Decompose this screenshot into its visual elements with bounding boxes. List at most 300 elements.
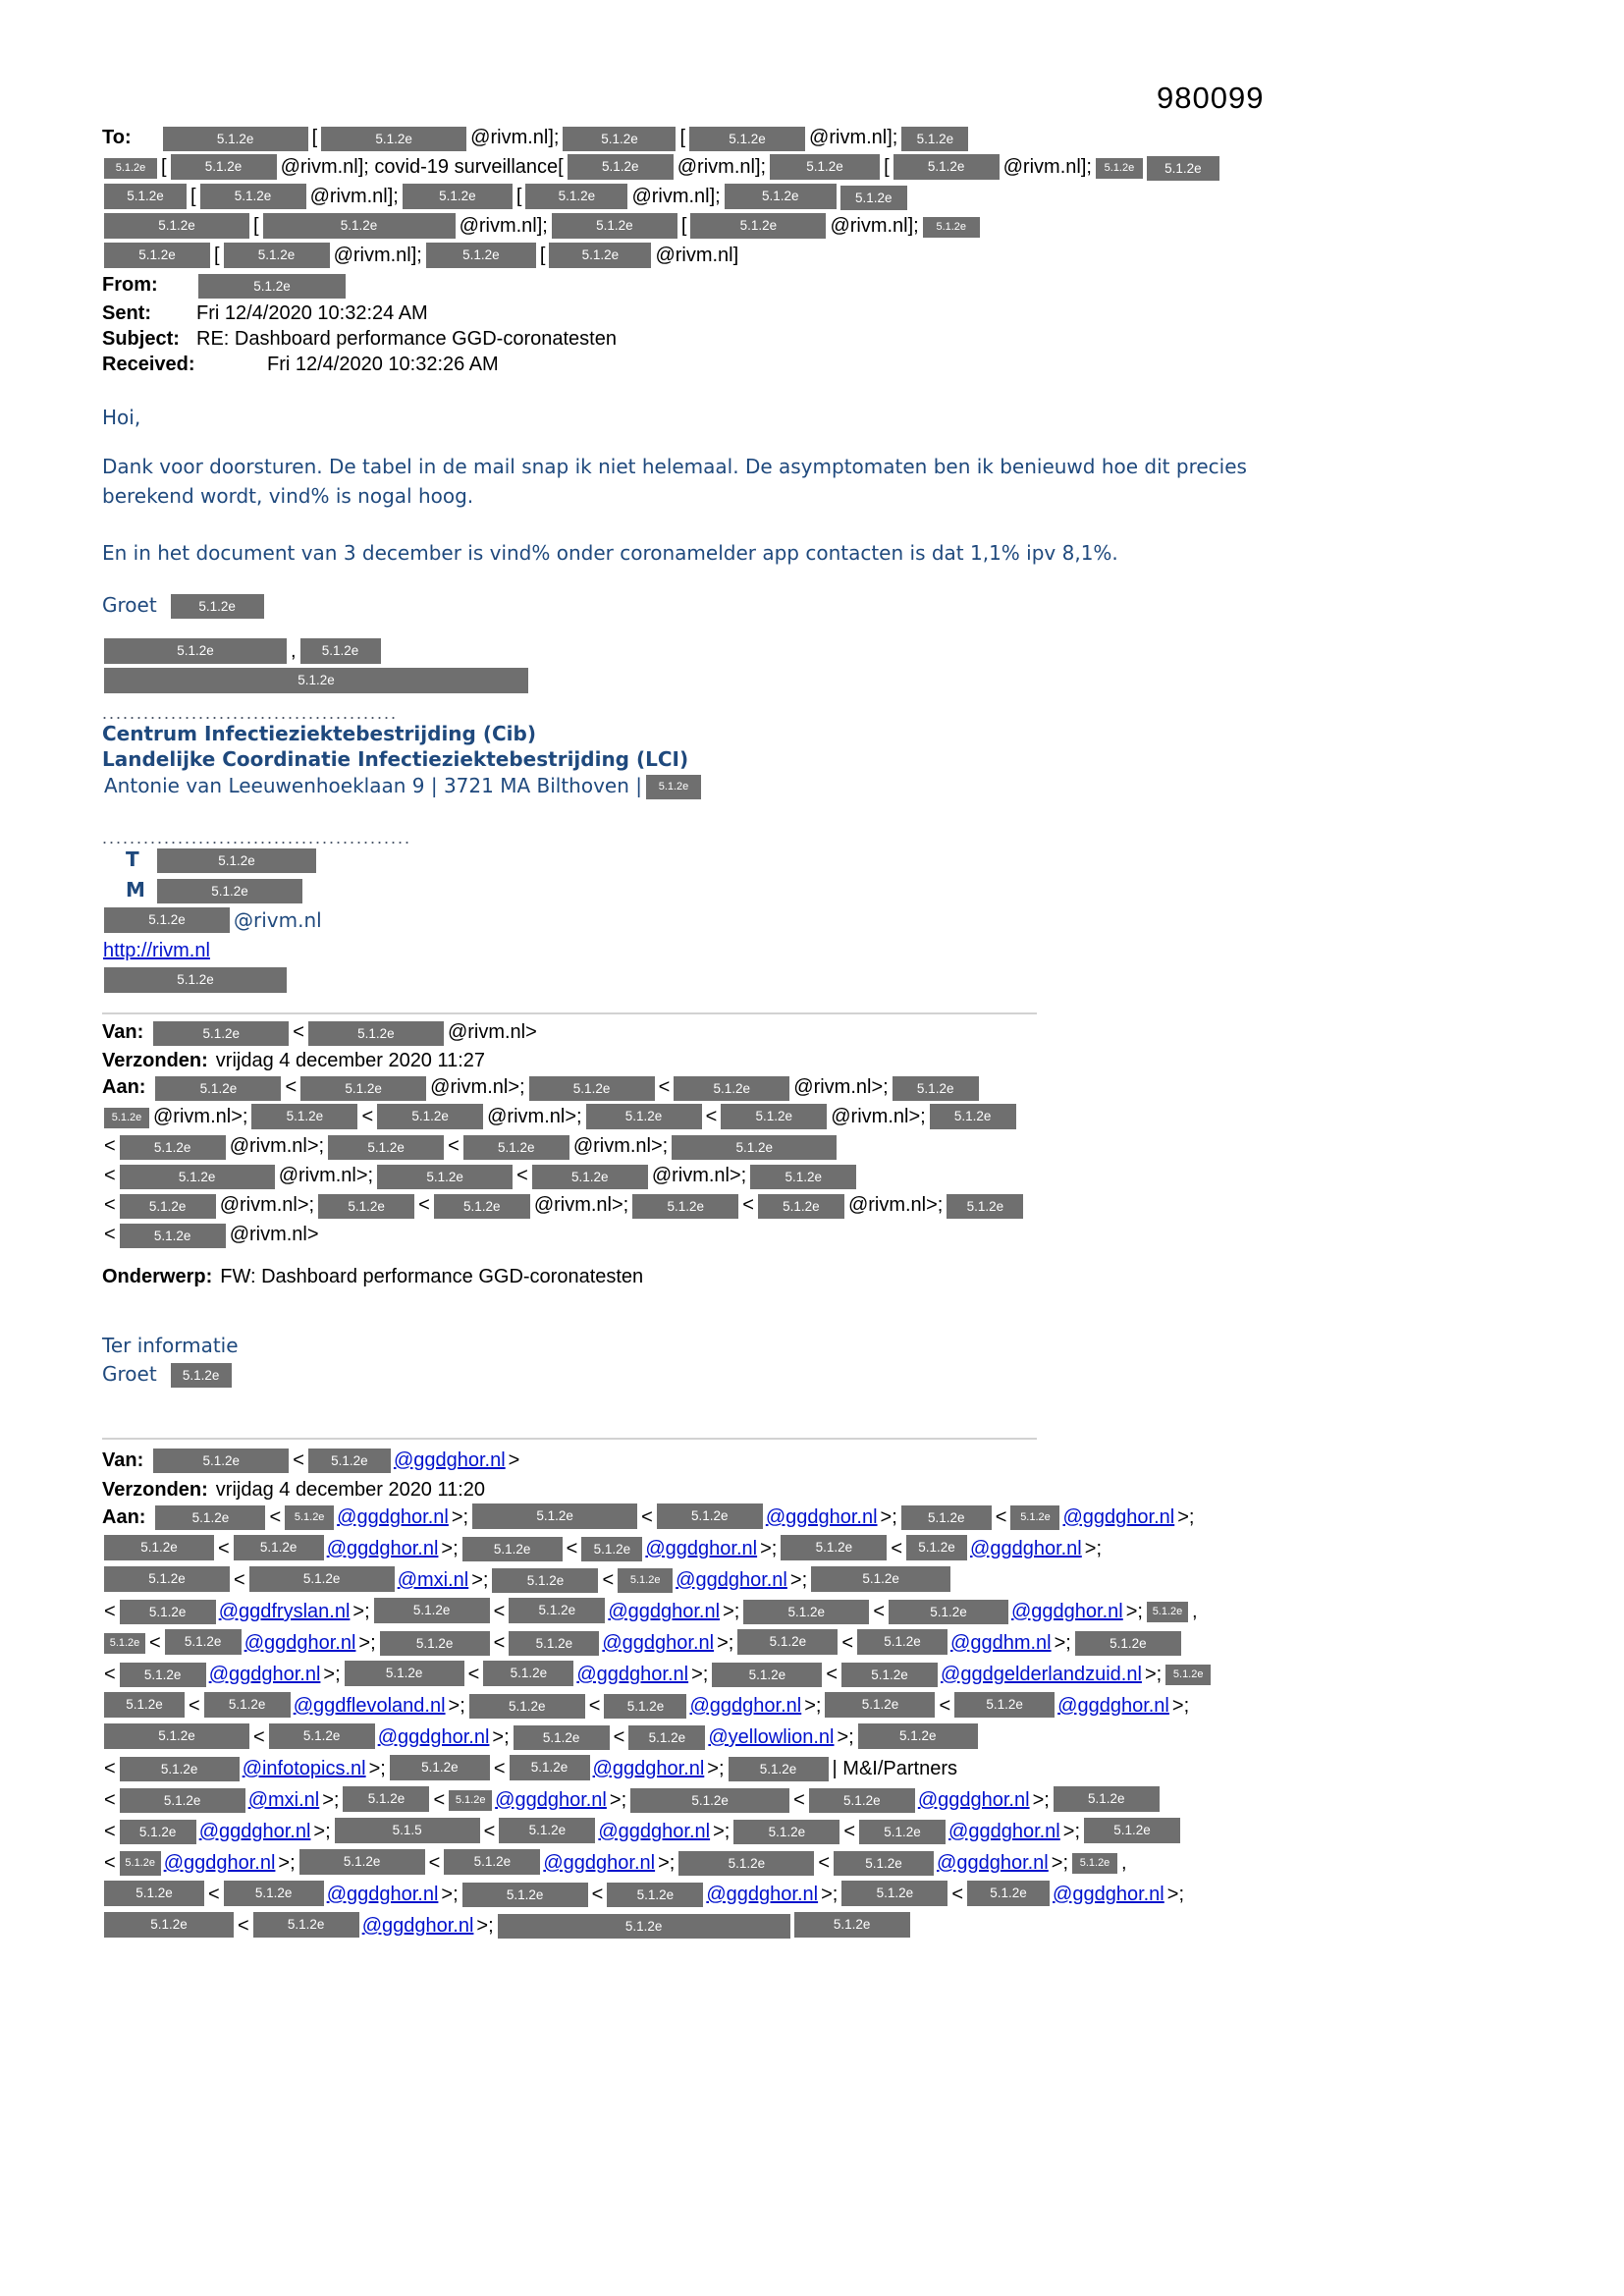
quoted1-onderwerp-field [102,1264,1261,1289]
email-fragment: < [566,1538,578,1559]
email-link[interactable]: @ggdghor.nl [337,1506,449,1528]
body-paragraph-2: En in het document van 3 december is vind% onder coronamelder app contacten is dat 1,1% ipv 8,1%. [102,541,1118,565]
redaction-box: 5.1.2e [120,1663,206,1687]
redaction-box: 5.1.2e [104,243,210,268]
email-link[interactable]: @ggdflevoland.nl [293,1695,446,1717]
email-fragment: >; [609,1789,627,1811]
email-fragment: , [1121,1852,1127,1874]
redaction-box: 5.1.2e [171,154,277,180]
phone-m-label: M [126,878,145,902]
redaction-box: 5.1.2e [120,1194,216,1219]
redaction-box: 5.1.2e [403,184,513,209]
email-fragment: >; [1051,1852,1069,1874]
email-link[interactable]: @ggdghor.nl [495,1789,607,1811]
aan-label: Aan: [102,1506,146,1528]
email-fragment: < [818,1852,831,1874]
email-fragment: >; [837,1726,854,1748]
email-fragment: , [1191,1601,1198,1622]
email-link[interactable]: @ggdghor.nl [689,1695,802,1717]
quoted2-aan-field [102,1503,1261,1942]
redaction-box: 5.1.2e [632,1194,738,1219]
redaction-box: 5.1.2e [449,1790,492,1811]
redaction-box: 5.1.2e [300,638,381,664]
email-fragment: < [641,1506,653,1528]
greeting: Hoi, [102,406,141,429]
signature-name-redactions [102,637,1261,695]
email-link[interactable]: @ggdghor.nl [198,1821,311,1842]
redaction-box: 5.1.2e [889,1600,1008,1624]
email-fragment: @rivm.nl>; [793,1076,889,1098]
email-link[interactable]: @ggdghor.nl [970,1538,1082,1559]
redaction-box: 5.1.2e [618,1568,673,1593]
signature-dotted-separator-2: ............................................. [102,830,412,846]
signature-address-line [102,772,1261,802]
email-fragment: @rivm.nl>; [533,1194,629,1216]
email-link[interactable]: @mxi.nl [397,1569,469,1591]
email-fragment: >; [322,1789,340,1811]
email-link[interactable]: @ggdghor.nl [706,1884,819,1905]
email-fragment: < [104,1852,116,1874]
redaction-box: 5.1.2e [165,1629,242,1655]
redaction-row [102,1073,1261,1103]
email-link[interactable]: @ggdghor.nl [361,1915,474,1937]
redaction-box: 5.1.2e [563,127,676,151]
email-link[interactable]: @ggdghor.nl [326,1884,439,1905]
redaction-row [102,1360,1261,1391]
redaction-box: 5.1.2e [120,1224,226,1248]
text-fragment: @rivm.nl [234,908,322,932]
email-link[interactable]: @ggdghor.nl [1062,1506,1175,1528]
email-fragment: >; [658,1852,676,1874]
subject-label: Subject: [102,328,180,350]
email-document [102,124,1261,1942]
email-link[interactable]: @ggdghor.nl [608,1601,721,1622]
redaction-box: 5.1.2e [1075,1631,1181,1656]
redaction-row [102,1103,1261,1132]
email-link[interactable]: @ggdghor.nl [765,1506,878,1528]
redaction-box: 5.1.2e [906,1535,967,1560]
subject-value: RE: Dashboard performance GGD-coronatesten [196,328,617,350]
email-fragment: < [253,1726,265,1748]
email-fragment: @rivm.nl]; [470,127,560,148]
verzonden-value: vrijdag 4 december 2020 11:20 [215,1479,486,1501]
redaction-box: 5.1.2e [269,1723,375,1749]
email-fragment: >; [352,1601,370,1622]
redaction-box: 5.1.2e [1165,1665,1211,1685]
redaction-box: 5.1.2e [120,1788,245,1813]
redaction-row [102,1660,1261,1691]
redaction-box: 5.1.2e [483,1661,573,1686]
redaction-box: 5.1.2e [840,186,907,210]
redaction-box: 5.1.2e [733,1820,839,1844]
redaction-box: 5.1.2e [607,1883,703,1907]
email-fragment: >; [713,1821,731,1842]
email-fragment: >; [1054,1632,1071,1654]
email-fragment: < [591,1884,604,1905]
email-fragment: @rivm.nl]; [309,186,399,207]
redaction-box: 5.1.2e [811,1566,950,1592]
email-fragment: @rivm.nl>; [219,1194,315,1216]
redaction-row [102,1911,1261,1942]
redaction-box: 5.1.2e [104,1566,230,1592]
email-fragment: [ [884,156,890,178]
redaction-box: 5.1.2e [492,1568,598,1593]
email-fragment: @rivm.nl>; [831,1106,926,1127]
quoted-email-divider-2 [102,1438,1037,1440]
sent-value: Fri 12/4/2020 10:32:24 AM [196,302,428,324]
redaction-box: 5.1.2e [901,1505,992,1530]
email-fragment: @rivm.nl>; [572,1135,669,1157]
redaction-row [102,1162,1261,1191]
email-link[interactable]: @ggdghor.nl [948,1821,1060,1842]
email-fragment: >; [1062,1821,1081,1842]
email-fragment: >; [760,1538,778,1559]
redaction-box: 5.1.2e [253,1912,359,1938]
subject-field [102,326,1261,352]
redaction-box: 5.1.2e [552,213,677,239]
email-fragment: >; [1125,1601,1143,1622]
email-link[interactable]: @yellowlion.nl [708,1726,835,1748]
redaction-box: 5.1.2e [163,127,308,151]
email-fragment: >; [723,1601,740,1622]
email-fragment: < [705,1106,718,1127]
van-label: Van: [102,1449,144,1471]
email-link[interactable]: @ggdghor.nl [244,1632,356,1654]
redaction-box: 5.1.2e [224,243,330,268]
redaction-row [102,1018,1261,1048]
redaction-box: 5.1.2e [689,127,805,151]
redaction-row [102,1880,1261,1911]
email-fragment: @rivm.nl> [229,1224,319,1245]
redaction-box: 5.1.2e [469,1694,585,1719]
redaction-box: 5.1.2e [967,1881,1050,1906]
redaction-box: 5.1.2e [155,1076,281,1101]
redaction-box: 5.1.2e [120,1757,240,1781]
email-fragment: < [483,1821,496,1842]
email-link[interactable]: @ggdghor.nl [917,1789,1030,1811]
redaction-box: 5.1.2e [380,1631,490,1656]
email-fragment: < [104,1224,116,1245]
email-fragment: [ [214,245,220,266]
email-fragment: < [428,1852,441,1874]
redaction-box: 5.1.2e [737,1629,838,1655]
redaction-row [102,1785,1261,1817]
redaction-row [102,772,1261,802]
redaction-box: 5.1.2e [1072,1853,1117,1874]
email-link[interactable]: @ggdghor.nl [163,1852,276,1874]
redaction-box: 5.1.2e [1054,1786,1160,1812]
redaction-box: 5.1.2e [120,1135,226,1160]
redaction-box: 5.1.2e [104,1912,234,1938]
redaction-row [102,183,1261,212]
email-fragment: < [361,1106,374,1127]
redaction-box: 5.1.2e [157,848,316,873]
redaction-row [102,1754,1261,1785]
redaction-box: 5.1.2e [923,217,980,238]
redaction-box: 5.1.2e [549,243,651,268]
redaction-box: 5.1.2e [426,243,536,268]
redaction-box: 5.1.2e [781,1535,887,1560]
redaction-box: 5.1.2e [321,127,466,151]
email-fragment: < [516,1165,528,1186]
email-link[interactable]: @ggdgelderlandzuid.nl [941,1664,1142,1685]
email-fragment: < [269,1506,282,1528]
redaction-box: 5.1.2e [153,1449,289,1473]
redaction-box: 5.1.2e [285,1505,334,1530]
email-fragment: >; [451,1506,469,1528]
email-fragment: >; [1032,1789,1050,1811]
email-fragment: < [602,1569,615,1591]
redaction-box: 5.1.2e [390,1755,490,1780]
email-link[interactable]: @ggdghor.nl [592,1758,705,1779]
redaction-box: 5.1.2e [674,1076,789,1101]
redaction-box: 5.1.2e [328,1135,444,1160]
quoted2-block [102,1446,1261,1942]
email-fragment: @rivm.nl]; [631,186,721,207]
redaction-box: 5.1.2e [104,1723,249,1749]
redaction-box: 5.1.2e [104,1535,214,1560]
redaction-box: 5.1.2e [204,1692,291,1718]
email-fragment: >; [1171,1695,1190,1717]
redaction-box: 5.1.2e [104,638,287,664]
signature-email-line [102,906,1261,937]
signature-dotted-separator: ........................................... [102,705,399,721]
email-fragment: @rivm.nl>; [847,1194,944,1216]
redaction-box: 5.1.2e [628,1725,705,1750]
email-fragment: < [104,1194,116,1216]
email-link[interactable]: @ggdfryslan.nl [218,1601,351,1622]
redaction-box: 5.1.2e [834,1851,934,1876]
closing-word: Groet [102,593,157,617]
email-fragment: >; [789,1569,808,1591]
email-fragment: @rivm.nl>; [229,1135,325,1157]
redaction-box: 5.1.2e [712,1663,822,1687]
redaction-box: 5.1.2e [893,1076,979,1101]
email-fragment: [ [680,215,687,237]
redaction-box: 5.1.2e [104,907,230,933]
phone-t-label: T [126,847,139,871]
redaction-box: 5.1.2e [198,274,346,299]
email-fragment: < [891,1538,903,1559]
email-fragment: < [613,1726,625,1748]
redaction-box: 5.1.2e [120,1165,275,1189]
redaction-box: 5.1.2e [743,1600,869,1624]
email-link[interactable]: @ggdghor.nl [676,1569,787,1591]
document-number: 980099 [1157,81,1265,115]
email-fragment: >; [821,1884,839,1905]
signature-org-line-1: Centrum Infectieziektebestrijding (Cib) [102,722,536,745]
email-link[interactable]: @ggdghor.nl [208,1664,321,1685]
email-fragment: < [793,1789,805,1811]
signature-phone-t [102,846,1261,876]
body-paragraph-1-line-2: berekend wordt, vind% is nogal hoog. [102,484,474,508]
quoted-email-divider [102,1012,1037,1014]
email-link[interactable]: @infotopics.nl [242,1758,366,1779]
redaction-box: 5.1.2e [510,1755,590,1780]
redaction-row [102,846,1261,876]
received-label: Received: [102,354,195,375]
redaction-box: 5.1.2e [729,1757,829,1781]
email-fragment: < [493,1601,506,1622]
text-fragment: Antonie van Leeuwenhoeklaan 9 | 3721 MA Bilthoven | [104,774,642,797]
email-fragment: >; [1144,1664,1163,1685]
email-fragment: < [234,1569,245,1591]
email-fragment: < [658,1076,671,1098]
redaction-row [102,1534,1261,1565]
redaction-row [102,271,1261,301]
email-fragment: >; [358,1632,376,1654]
redaction-row [102,591,1261,622]
email-fragment: >; [492,1726,510,1748]
email-link[interactable]: @ggdghor.nl [1053,1884,1164,1905]
email-fragment: @rivm.nl]; [459,215,548,237]
email-fragment: >; [368,1758,386,1779]
redaction-box: 5.1.2e [1147,156,1219,181]
onderwerp-label: Onderwerp: [102,1266,213,1287]
email-fragment: >; [476,1915,494,1937]
redaction-row [102,1503,1261,1534]
redaction-box: 5.1.2e [434,1194,530,1219]
redaction-box: 5.1.2e [171,1363,232,1388]
email-link[interactable]: @ggdghor.nl [393,1449,506,1471]
closing-line [102,591,1261,622]
redaction-box: 5.1.2e [532,1165,648,1189]
email-link[interactable]: @ggdghor.nl [576,1664,689,1685]
email-fragment: @rivm.nl]; [333,245,422,266]
body-paragraph-1-line-1: Dank voor doorsturen. De tabel in de mail snap ik niet helemaal. De asymptomaten ben ik benieuwd hoe dit precies [102,455,1247,478]
quoted1-van-field [102,1018,1261,1048]
redaction-box: 5.1.2e [299,1849,425,1875]
email-fragment: < [293,1021,304,1043]
email-fragment: @rivm.nl>; [278,1165,374,1186]
email-fragment: < [467,1664,480,1685]
email-fragment: [ [311,127,318,148]
email-fragment: < [826,1664,839,1685]
email-fragment: @rivm.nl]; [1002,156,1092,178]
redaction-box: 5.1.2e [104,213,249,239]
email-fragment: < [493,1632,506,1654]
email-fragment: [ [161,156,167,178]
email-fragment: < [104,1601,116,1622]
redaction-box: 5.1.2e [1010,1505,1059,1530]
redaction-box: 5.1.2e [678,1851,814,1876]
email-link[interactable]: @ggdghor.nl [326,1538,439,1559]
redaction-box: 5.1.2e [758,1194,844,1219]
email-fragment: >; [1084,1538,1103,1559]
email-link[interactable]: http://rivm.nl [103,940,210,961]
redaction-row [102,1132,1261,1162]
email-link[interactable]: @ggdghor.nl [598,1821,711,1842]
email-link[interactable]: @ggdghor.nl [1011,1601,1123,1622]
redaction-box: 5.1.2e [462,1883,588,1907]
email-fragment: < [293,1449,304,1471]
email-fragment: < [104,1789,116,1811]
email-fragment: @rivm.nl>; [430,1076,525,1098]
email-fragment: >; [1166,1884,1185,1905]
redaction-box: 5.1.2e [120,1851,161,1876]
redaction-row [102,1565,1261,1597]
email-fragment: < [418,1194,430,1216]
verzonden-label: Verzonden: [102,1050,208,1071]
email-fragment: < [493,1758,506,1779]
redaction-row [102,1446,1261,1477]
redaction-box: 5.1.2e [343,1786,429,1812]
redaction-row [102,1628,1261,1660]
redaction-box: 5.1.2e [462,1537,563,1561]
email-fragment: @rivm.nl]; [809,127,898,148]
redaction-box: 5.1.2e [104,1881,204,1906]
email-link[interactable]: @ggdhm.nl [950,1632,1052,1654]
redaction-row [102,1848,1261,1880]
email-link[interactable]: @ggdghor.nl [937,1852,1049,1874]
email-link[interactable]: @mxi.nl [247,1789,320,1811]
email-link[interactable]: @ggdghor.nl [645,1538,758,1559]
redaction-box: 5.1.2e [721,1104,827,1129]
redaction-box: 5.1.2e [300,1076,426,1101]
redaction-box: 5.1.2e [234,1535,324,1560]
email-link[interactable]: @ggdghor.nl [377,1726,490,1748]
onderwerp-value: FW: Dashboard performance GGD-coronatesten [220,1266,644,1287]
email-fragment: [ [679,127,686,148]
email-link[interactable]: @ggdghor.nl [543,1852,656,1874]
redaction-box: 5.1.2e [104,1108,149,1128]
redaction-box: 5.1.2e [646,775,701,799]
email-fragment: @rivm.nl>; [651,1165,747,1186]
redaction-box: 5.1.2e [463,1135,569,1160]
redaction-box: 5.1.2e [224,1881,324,1906]
email-fragment: @rivm.nl]; covid-19 surveillance[ [280,156,564,178]
redaction-box: 5.1.2e [1084,1818,1180,1843]
email-fragment: < [939,1695,951,1717]
redaction-box: 5.1.2e [690,213,826,239]
redaction-row [102,1221,1261,1250]
email-fragment: < [841,1632,854,1654]
redaction-box: 5.1.2e [657,1503,763,1529]
email-fragment: >; [441,1538,459,1559]
redaction-box: 5.1.2e [157,879,302,903]
redaction-row [102,124,1261,153]
email-fragment: [ [539,245,546,266]
email-link[interactable]: @ggdghor.nl [1057,1695,1169,1717]
redaction-box: 5.1.2e [581,1537,642,1561]
redaction-box: 5.1.2e [498,1914,790,1939]
redaction-box: 5.1.2e [444,1849,540,1875]
redaction-row [102,1691,1261,1722]
redaction-box: 5.1.2e [308,1449,391,1473]
redaction-box: 5.1.2e [750,1165,856,1189]
redaction-box: 5.1.5 [335,1818,480,1843]
redaction-box: 5.1.2e [930,1104,1016,1129]
redaction-box: 5.1.2e [120,1820,196,1844]
received-value: Fri 12/4/2020 10:32:26 AM [267,354,499,375]
redaction-box: 5.1.2e [630,1788,789,1813]
aan-label: Aan: [102,1076,146,1098]
redaction-box: 5.1.2e [155,1505,265,1530]
email-fragment: [ [515,186,522,207]
redaction-box: 5.1.2e [509,1598,605,1623]
redaction-row [102,937,1261,966]
redaction-row [102,1597,1261,1628]
redaction-row [102,667,1261,695]
email-fragment: < [995,1506,1007,1528]
redaction-box: 5.1.2e [514,1725,610,1750]
redaction-box: 5.1.2e [377,1165,513,1189]
email-fragment: < [104,1165,116,1186]
email-link[interactable]: @ggdghor.nl [602,1632,715,1654]
email-fragment: >; [691,1664,709,1685]
received-field [102,352,1261,377]
verzonden-value: vrijdag 4 december 2020 11:27 [215,1050,486,1071]
